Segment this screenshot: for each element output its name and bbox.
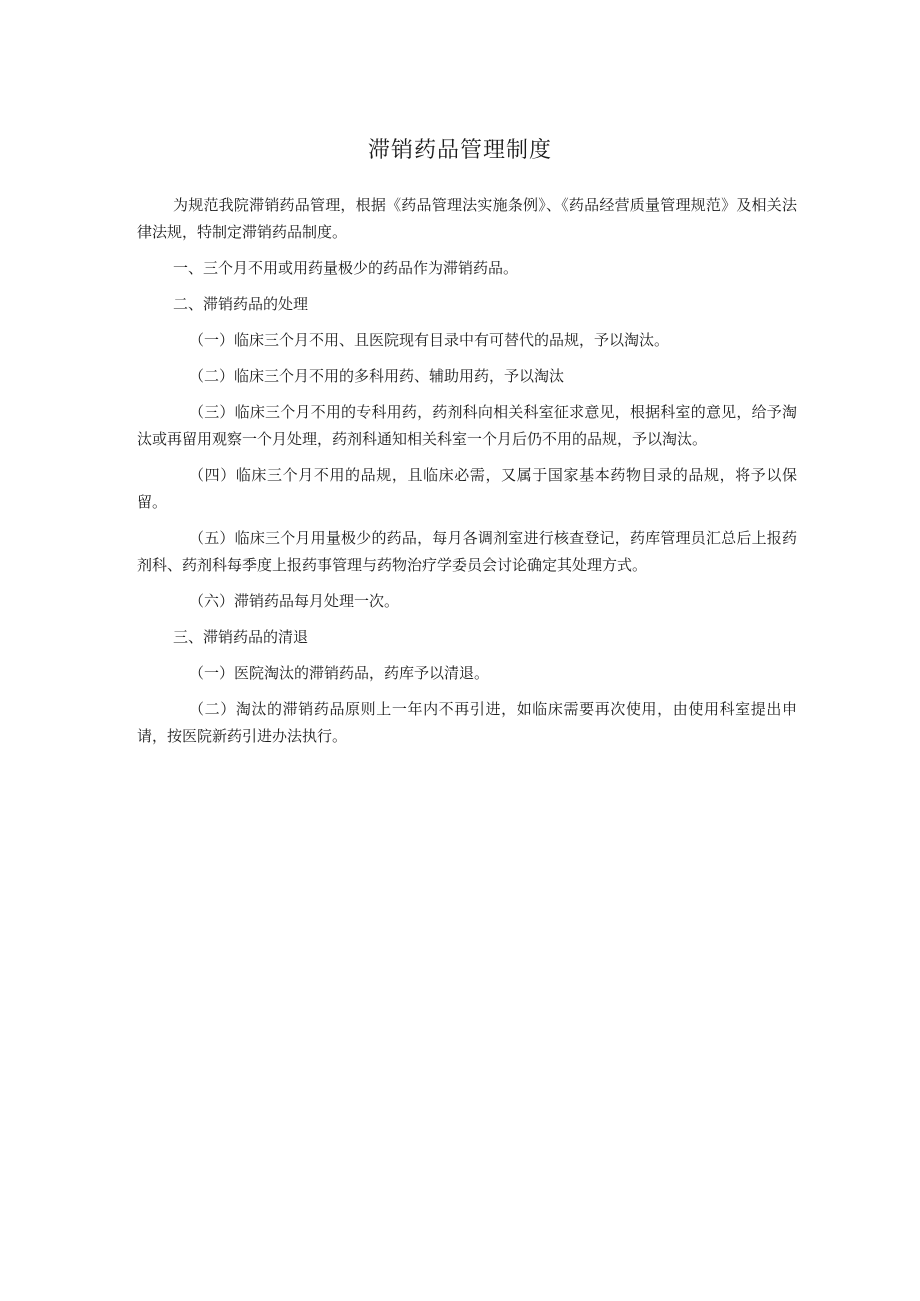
paragraph-item-2-3: （三）临床三个月不用的专科用药，药剂科向相关科室征求意见，根据科室的意见，给予淘汰或再留用观察一个月处理，药剂科通知相关科室一个月后仍不用的品规，予以淘汰。 bbox=[137, 403, 797, 448]
document-body bbox=[137, 192, 797, 759]
paragraph-item-2-1: （一）临床三个月不用、且医院现有目录中有可替代的品规，予以淘汰。 bbox=[189, 331, 670, 349]
paragraph-item-2-5: （五）临床三个月用量极少的药品，每月各调剂室进行核查登记，药库管理员汇总后上报药剂科、药剂科每季度上报药事管理与药物治疗学委员会讨论确定其处理方式。 bbox=[137, 529, 797, 574]
paragraph-item-2-2: （二）临床三个月不用的多科用药、辅助用药，予以淘汰 bbox=[189, 367, 565, 385]
paragraph-intro: 为规范我院滞销药品管理，根据《药品管理法实施条例》、《药品经营质量管理规范》及相关法律法规，特制定滞销药品制度。 bbox=[137, 196, 797, 241]
document-title: 滞销药品管理制度 bbox=[367, 138, 552, 163]
paragraph-section-2-heading: 二、滞销药品的处理 bbox=[173, 295, 309, 313]
paragraph-section-3-heading: 三、滞销药品的清退 bbox=[173, 628, 309, 646]
paragraph-item-3-1: （一）医院淘汰的滞销药品，药库予以清退。 bbox=[189, 664, 490, 682]
paragraph-item-2-4: （四）临床三个月不用的品规，且临床必需，又属于国家基本药物目录的品规，将予以保留。 bbox=[137, 466, 797, 511]
paragraph-item-2-6: （六）滞销药品每月处理一次。 bbox=[189, 592, 400, 610]
paragraph-item-3-2: （二）淘汰的滞销药品原则上一年内不再引进，如临床需要再次使用，由使用科室提出申请，按医院新药引进办法执行。 bbox=[137, 700, 797, 745]
paragraph-section-1: 一、三个月不用或用药量极少的药品作为滞销药品。 bbox=[173, 259, 519, 277]
